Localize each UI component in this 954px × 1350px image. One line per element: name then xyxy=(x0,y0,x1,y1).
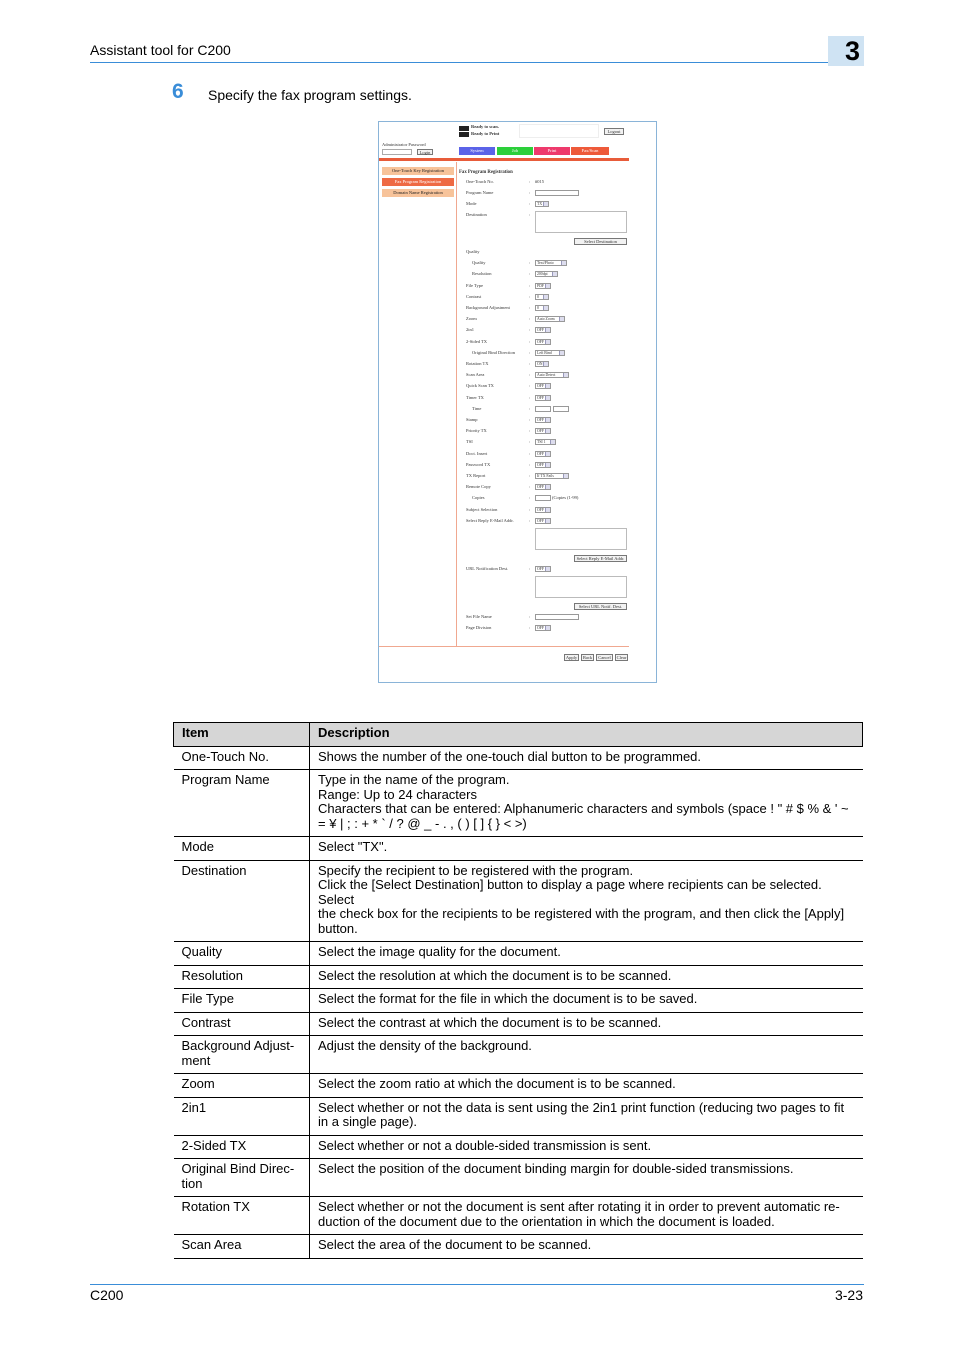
field-label: Quality xyxy=(466,249,480,255)
field-label: Quick Scan TX xyxy=(466,383,494,389)
table-row xyxy=(174,1012,863,1036)
select-dropdown[interactable] xyxy=(535,339,551,345)
field-colon: : xyxy=(529,566,531,571)
chevron-down-icon xyxy=(545,328,550,332)
column-header-item: Item xyxy=(174,723,310,747)
print-status: Ready to Print xyxy=(471,131,500,136)
description-cell: Select "TX". xyxy=(310,837,863,861)
description-cell: Select the area of the document to be scanned. xyxy=(310,1235,863,1259)
field-colon: : xyxy=(529,484,531,490)
field-label: Priority TX xyxy=(466,428,487,434)
chevron-down-icon xyxy=(545,626,550,630)
field-colon: : xyxy=(529,383,531,389)
select-dropdown[interactable] xyxy=(535,507,551,513)
text-input[interactable] xyxy=(535,614,579,620)
select-dropdown[interactable] xyxy=(535,428,551,434)
field-label: TSI xyxy=(466,439,473,445)
field-colon: : xyxy=(529,394,531,400)
field-colon: : xyxy=(529,361,531,366)
select-value: Text/Photo xyxy=(537,261,554,266)
table-row xyxy=(174,1036,863,1074)
tab-fax-scan[interactable]: Fax/Scan xyxy=(571,147,609,155)
chevron-down-icon xyxy=(545,340,550,344)
table-row xyxy=(174,1135,863,1159)
footer-model: C200 xyxy=(90,1287,124,1303)
time-minute-input[interactable] xyxy=(553,406,569,412)
chevron-down-icon xyxy=(559,317,564,321)
select-value: Auto Zoom xyxy=(537,317,555,322)
chevron-down-icon xyxy=(545,396,550,400)
select-button[interactable]: Select Reply E-Mail Addr. xyxy=(574,555,627,562)
column-header-description: Description xyxy=(310,723,863,747)
clear-button[interactable]: Clear xyxy=(616,655,627,660)
field-colon: : xyxy=(529,271,531,277)
field-label: Rotation TX xyxy=(466,361,489,366)
field-label: File Type xyxy=(466,282,483,288)
field-label: Timer TX xyxy=(466,394,484,400)
table-row xyxy=(174,1159,863,1197)
chevron-down-icon xyxy=(559,351,564,355)
field-label: Resolution xyxy=(472,271,492,277)
select-value: Left Bind xyxy=(537,350,552,355)
item-cell: Program Name xyxy=(174,770,310,837)
select-value: TX xyxy=(537,202,543,206)
field-colon: : xyxy=(529,179,531,184)
login-button[interactable]: Login xyxy=(417,149,433,155)
description-cell: Select the format for the file in which the document is to be saved. xyxy=(310,989,863,1013)
select-dropdown[interactable] xyxy=(535,260,567,266)
description-cell: Type in the name of the program. Range: Up to 24 characters Characters that can be entered: Alphanumeric characters and symbols (space ! " # $ % & ' ~ = ¥ | ; : + * ` / ? @ _ - . , ( ) [ ] { } < >) xyxy=(310,770,863,837)
field-colon: : xyxy=(529,305,531,310)
select-value: OFF xyxy=(537,395,544,400)
field-label: One-Touch No. xyxy=(466,179,494,184)
table-row xyxy=(174,1074,863,1098)
chevron-down-icon xyxy=(543,362,548,366)
select-dropdown[interactable] xyxy=(535,383,551,389)
field-colon: : xyxy=(529,201,531,206)
chevron-down-icon xyxy=(543,306,548,310)
select-value: If TX Fails xyxy=(537,474,554,478)
chevron-down-icon xyxy=(545,384,550,388)
field-label: Contrast xyxy=(466,293,482,299)
field-label: Subject Selection xyxy=(466,506,498,512)
select-value: 200dpi xyxy=(537,272,548,277)
field-label: TX Report xyxy=(466,473,486,478)
step-number: 6 xyxy=(172,80,184,103)
destination-textarea[interactable] xyxy=(535,211,627,233)
item-cell: Rotation TX xyxy=(174,1197,310,1235)
select-value: OFF xyxy=(537,485,544,490)
select-dropdown[interactable] xyxy=(535,451,551,457)
status-message-box xyxy=(519,124,599,138)
select-dropdown[interactable] xyxy=(535,395,551,401)
footer-page-number: 3-23 xyxy=(834,1287,863,1303)
text-input[interactable] xyxy=(535,190,579,196)
tab-print[interactable]: Print xyxy=(534,147,570,155)
item-cell: 2-Sided TX xyxy=(174,1135,310,1159)
table-row xyxy=(174,942,863,966)
select-value: OFF xyxy=(537,429,544,434)
select-value: OFF xyxy=(537,518,544,523)
copies-hint: (Copies (1-99) xyxy=(552,495,579,501)
field-label: Scan Area xyxy=(466,372,485,378)
field-label: 2-Sided TX xyxy=(466,338,488,344)
chevron-down-icon xyxy=(545,567,550,571)
description-cell: Adjust the density of the background. xyxy=(310,1036,863,1074)
chevron-down-icon xyxy=(550,440,555,444)
select-dropdown[interactable] xyxy=(535,417,551,423)
select-value: TSI 1 xyxy=(537,440,546,445)
table-header-row xyxy=(174,723,863,747)
chevron-down-icon xyxy=(561,261,566,265)
select-dropdown[interactable] xyxy=(535,625,551,631)
field-colon: : xyxy=(529,190,531,195)
settings-description-table xyxy=(173,722,863,1259)
chevron-down-icon xyxy=(552,272,557,276)
description-cell: Select whether or not a double-sided transmission is sent. xyxy=(310,1135,863,1159)
field-label: Original Bind Direction xyxy=(472,349,515,355)
table-row xyxy=(174,1097,863,1135)
sidebar-item-1[interactable]: One-Touch Key Registration xyxy=(382,167,454,175)
select-dropdown[interactable] xyxy=(535,283,551,289)
field-label: Page Division xyxy=(466,625,492,631)
cancel-button[interactable]: Cancel xyxy=(596,654,613,661)
chevron-down-icon xyxy=(545,463,550,467)
chevron-down-icon xyxy=(545,284,550,288)
header-rule xyxy=(90,62,864,63)
item-cell: Scan Area xyxy=(174,1235,310,1259)
field-label: Password TX xyxy=(466,461,491,467)
item-cell: Original Bind Direc- tion xyxy=(174,1159,310,1197)
chevron-down-icon xyxy=(563,474,568,478)
field-colon: : xyxy=(529,293,531,299)
select-dropdown[interactable] xyxy=(535,271,558,277)
form-bottom-rule xyxy=(379,646,629,647)
field-label: Program Name xyxy=(466,190,494,195)
field-colon: : xyxy=(529,625,531,631)
field-label: Remote Copy xyxy=(466,484,491,490)
admin-password-input[interactable] xyxy=(382,149,412,155)
description-cell: Select the position of the document binding margin for double-sided transmissions. xyxy=(310,1159,863,1197)
item-cell: Background Adjust- ment xyxy=(174,1036,310,1074)
field-colon: : xyxy=(529,405,531,411)
description-cell: Select whether or not the data is sent using the 2in1 print function (reducing two pages to fit in a single page). xyxy=(310,1097,863,1135)
chevron-down-icon xyxy=(545,452,550,456)
printer-icon xyxy=(459,132,469,137)
description-cell: Shows the number of the one-touch dial button to be programmed. xyxy=(310,746,863,770)
select-value: OFF xyxy=(537,507,544,512)
item-cell: Destination xyxy=(174,860,310,942)
field-colon: : xyxy=(529,417,531,422)
description-cell: Specify the recipient to be registered with the program. Click the [Select Destination] button to display a page where recipients can be selected. Select the check box for the recipients to be registered with the program, and then click the [Apply] button. xyxy=(310,860,863,942)
destination-textarea[interactable] xyxy=(535,576,627,598)
select-value: OFF xyxy=(537,567,544,571)
field-label: Zoom xyxy=(466,316,477,322)
description-cell: Select the resolution at which the document is to be scanned. xyxy=(310,965,863,989)
fax-program-screenshot xyxy=(378,121,657,683)
tab-underline xyxy=(379,158,629,161)
description-cell: Select whether or not the document is sent after rotating it in order to prevent automatic re- duction of the document due to the orientation in which the document is loaded. xyxy=(310,1197,863,1235)
chevron-down-icon xyxy=(545,418,550,422)
item-cell: 2in1 xyxy=(174,1097,310,1135)
field-colon: : xyxy=(529,212,531,218)
back-button[interactable]: Back xyxy=(582,655,593,660)
select-value: Auto Detect xyxy=(537,373,556,378)
select-value: OFF xyxy=(537,339,544,344)
sidebar-item-3[interactable]: Domain Name Registration xyxy=(382,189,454,197)
field-label: 2in1 xyxy=(466,327,475,333)
select-value: OFF xyxy=(537,384,544,389)
chevron-down-icon xyxy=(545,508,550,512)
admin-password-label: Administrator Password xyxy=(382,142,426,147)
chevron-down-icon xyxy=(545,429,550,433)
select-button[interactable]: Select Destination xyxy=(574,238,627,245)
page-header-title: Assistant tool for C200 xyxy=(90,42,231,58)
field-colon: : xyxy=(529,461,531,467)
field-label: Set File Name xyxy=(466,614,492,620)
select-value: OFF xyxy=(537,462,544,467)
field-label: Quality xyxy=(472,260,486,266)
field-colon: : xyxy=(529,614,531,620)
chevron-down-icon xyxy=(545,485,550,489)
select-dropdown[interactable] xyxy=(535,484,551,490)
chapter-number: 3 xyxy=(845,36,861,66)
select-value: ON xyxy=(537,362,543,366)
field-label: Background Adjustment xyxy=(466,305,510,310)
field-colon: : xyxy=(529,495,531,501)
field-colon: : xyxy=(529,450,531,456)
field-colon: : xyxy=(529,282,531,288)
table-row xyxy=(174,965,863,989)
select-dropdown[interactable] xyxy=(535,201,549,207)
field-colon: : xyxy=(529,372,531,378)
scan-status: Ready to scan. xyxy=(471,124,499,129)
chevron-down-icon xyxy=(545,519,550,523)
table-row xyxy=(174,989,863,1013)
field-colon: : xyxy=(529,506,531,512)
item-cell: Resolution xyxy=(174,965,310,989)
table-row xyxy=(174,770,863,837)
table-row xyxy=(174,860,863,942)
select-dropdown[interactable] xyxy=(535,361,549,367)
tab-job[interactable]: Job xyxy=(497,147,533,155)
select-dropdown[interactable] xyxy=(535,473,569,479)
description-cell: Select the image quality for the document. xyxy=(310,942,863,966)
sidebar-item-2[interactable]: Fax Program Registration xyxy=(382,178,454,186)
item-cell: File Type xyxy=(174,989,310,1013)
select-value: OFF xyxy=(537,328,544,333)
select-value: OFF xyxy=(537,451,544,456)
select-value: 0 xyxy=(537,294,539,299)
field-colon: : xyxy=(529,439,531,445)
apply-button[interactable]: Apply xyxy=(565,655,578,660)
logout-button[interactable]: Logout xyxy=(604,128,624,135)
table-row xyxy=(174,837,863,861)
copies-input[interactable] xyxy=(535,495,551,501)
scanner-icon xyxy=(459,126,469,131)
item-cell: Mode xyxy=(174,837,310,861)
step-instruction: Specify the fax program settings. xyxy=(208,87,412,103)
select-value: OFF xyxy=(537,626,544,631)
select-dropdown[interactable] xyxy=(535,518,551,524)
select-dropdown[interactable] xyxy=(535,350,565,356)
field-colon: : xyxy=(529,338,531,344)
field-label: Doct. Insert xyxy=(466,450,488,456)
field-label: Select Reply E-Mail Addr. xyxy=(466,517,514,523)
item-cell: Contrast xyxy=(174,1012,310,1036)
one-touch-number: #015 xyxy=(535,179,544,184)
field-label: Destination xyxy=(466,212,487,218)
table-row xyxy=(174,1197,863,1235)
chevron-down-icon xyxy=(543,295,548,299)
select-value: PDF xyxy=(537,283,544,288)
select-dropdown[interactable] xyxy=(535,327,551,333)
item-cell: Quality xyxy=(174,942,310,966)
select-value: OFF xyxy=(537,418,544,422)
select-dropdown[interactable] xyxy=(535,294,549,300)
field-label: Copies xyxy=(472,495,485,501)
time-hour-input[interactable] xyxy=(535,406,551,412)
field-colon: : xyxy=(529,260,531,266)
item-cell: Zoom xyxy=(174,1074,310,1098)
item-cell: One-Touch No. xyxy=(174,746,310,770)
field-colon: : xyxy=(529,327,531,333)
select-dropdown[interactable] xyxy=(535,439,556,445)
select-dropdown[interactable] xyxy=(535,566,551,572)
table-row xyxy=(174,1235,863,1259)
select-dropdown[interactable] xyxy=(535,305,549,311)
field-label: Time xyxy=(472,405,482,411)
description-cell: Select the zoom ratio at which the document is to be scanned. xyxy=(310,1074,863,1098)
destination-textarea[interactable] xyxy=(535,528,627,550)
chevron-down-icon xyxy=(543,202,548,206)
table-row xyxy=(174,746,863,770)
form-title: Fax Program Registration xyxy=(459,170,513,175)
chevron-down-icon xyxy=(563,373,568,377)
field-colon: : xyxy=(529,517,531,523)
description-cell: Select the contrast at which the document is to be scanned. xyxy=(310,1012,863,1036)
field-colon: : xyxy=(529,316,531,322)
select-dropdown[interactable] xyxy=(535,462,551,468)
field-label: URL Notification Dest. xyxy=(466,566,509,571)
field-colon: : xyxy=(529,473,531,478)
footer-rule xyxy=(90,1284,864,1285)
field-colon: : xyxy=(529,349,531,355)
select-value: 0 xyxy=(537,306,539,310)
select-dropdown[interactable] xyxy=(535,316,565,322)
content-divider xyxy=(456,162,457,647)
tab-system[interactable]: System xyxy=(459,147,495,155)
field-label: Mode xyxy=(466,201,477,206)
field-colon: : xyxy=(529,428,531,434)
select-button[interactable]: Select URL Notif. Dest. xyxy=(574,603,627,610)
field-label: Stamp xyxy=(466,417,478,422)
select-dropdown[interactable] xyxy=(535,372,569,378)
